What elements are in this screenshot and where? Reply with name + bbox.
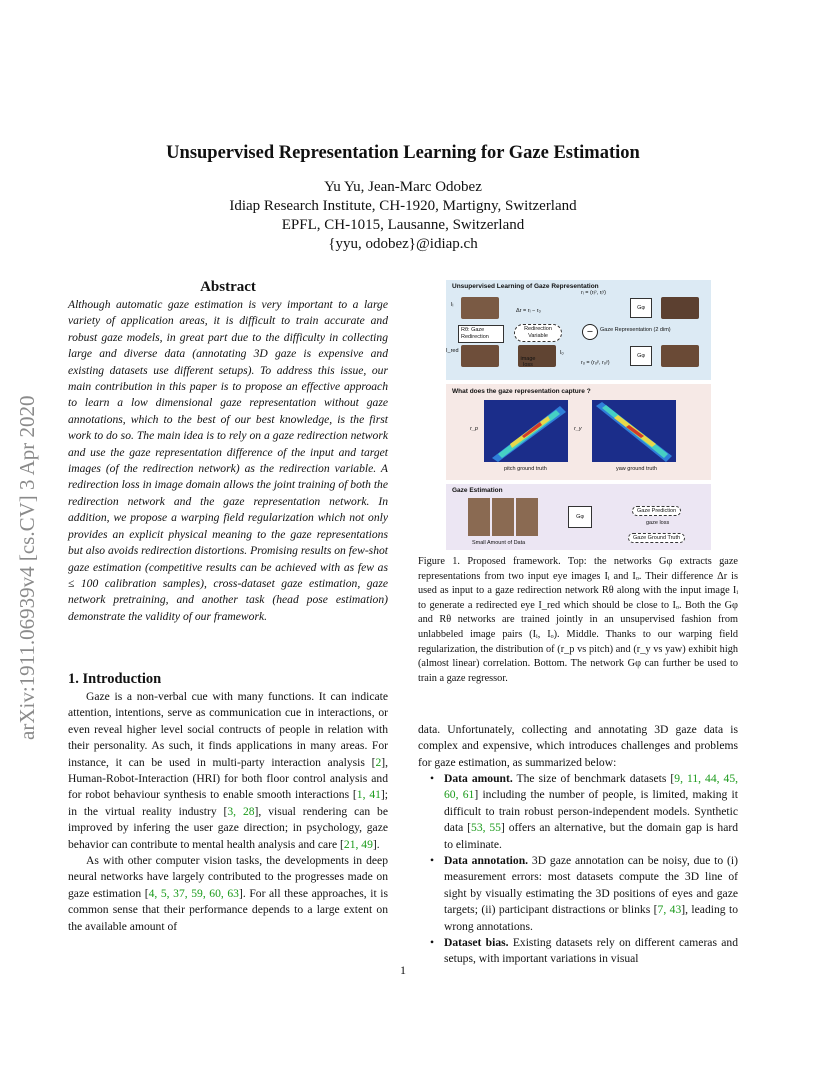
label-ro: rₒ = (rₒᵖ, rₒʸ) xyxy=(581,360,610,366)
list-item: • Data amount. The size of benchmark datasets [9, 11, 44, 45, 60, 61] including the number of people, is limited, making it difficult to train robust person-independent models. Synthetic data [53, 55] offers an alternative, but the domain gap is hard to eliminate. xyxy=(430,772,739,851)
page-number: 1 xyxy=(400,963,406,977)
figure-panel-bottom xyxy=(446,484,711,550)
figure-panel-middle xyxy=(446,384,711,480)
author-names: Yu Yu, Jean-Marc Odobez xyxy=(324,179,482,195)
list-item: • Data annotation. 3D gaze annotation can be noisy, due to (i) measurement errors: most datasets compute the 3D line of sight by visually estimating the 3D positions of eyes and gaze targets; (ii) participant distractions or blinks [7, 43], leading to wrong annotations. xyxy=(430,854,739,933)
label-ii: Iᵢ xyxy=(451,302,454,308)
redirection-variable: Redirection Variable xyxy=(514,324,562,342)
panel-bottom-title: Gaze Estimation xyxy=(452,487,503,494)
paper-title: Unsupervised Representation Learning for Gaze Estimation xyxy=(166,143,640,163)
abstract-heading: Abstract xyxy=(200,279,256,295)
abstract-text: Although automatic gaze estimation is very important to a large variety of application areas, it is difficult to train accurate and robust gaze models, in great part due to the difficulty in collecting large and diverse data (annotating 3D gaze is expensive and existing datasets use different setups). To address this issue, our main contribution in this paper is to propose an effective approach to learn a low dimensional gaze representation without gaze annotations, which to the best of our best knowledge, is the first work to do so. The main idea is to rely on a gaze redirection network and use the gaze representation difference of the input and target images (of the redirection network) as the redirection variable. A redirection loss in image domain allows the joint training of both the redirection network and the gaze representation network. In addition, we propose a warping field regularization which not only provides an explicit physical meaning to the gaze representations but also avoids redirection distortions. Promising results on few-shot gaze estimation (competitive results can be achieved with as few as ≤ 100 calibration samples), cross-dataset gaze estimation, gaze network pretraining, and another task (head pose estimation) demonstrate the validity of our framework. xyxy=(68,298,389,623)
intro-paragraph-2: As with other computer vision tasks, the developments in deep neural networks have largely contributed to the progresses made on gaze estimation [4, 5, 37, 59, 60, 63]. For all these approaches, it is common sense that their performance depends to a large extent on the available amount of xyxy=(68,854,388,933)
citation-link[interactable]: 3, 28 xyxy=(227,804,255,818)
redirection-network-box: Rθ: Gaze Redirection xyxy=(458,325,504,343)
label-image-loss: image loss xyxy=(520,356,536,368)
eye-image-input xyxy=(461,297,499,319)
xlabel-pitch: pitch ground truth xyxy=(504,466,547,472)
label-ri: rᵢ = (rᵢᵖ, rᵢʸ) xyxy=(581,290,606,296)
introduction-text xyxy=(68,689,388,935)
right-column-paragraph: data. Unfortunately, collecting and annotating 3D gaze data is complex and expensive, which introduces challenges and problems for gaze estimation, as summarized below: xyxy=(418,723,738,769)
citation-link[interactable]: 4, 5, 37, 59, 60, 63 xyxy=(148,886,239,900)
eye-image-input-right xyxy=(661,297,699,319)
list-item: • Dataset bias. Existing datasets rely on different cameras and setups, with important variations in visual xyxy=(430,936,739,966)
gaze-prediction-box: Gaze Prediction xyxy=(632,506,681,516)
arxiv-stamp xyxy=(4,295,40,745)
gaze-network-box-top: Gφ xyxy=(630,298,652,318)
eye-image-redirected xyxy=(461,345,499,367)
xlabel-yaw: yaw ground truth xyxy=(616,466,657,472)
minus-operator-icon: − xyxy=(582,324,598,340)
label-ry: r_y xyxy=(574,426,582,432)
panel-top-title: Unsupervised Learning of Gaze Representation xyxy=(452,283,599,290)
label-delta-r: Δr = rᵢ − rₒ xyxy=(516,308,541,314)
label-rp: r_p xyxy=(470,426,478,432)
section-heading-introduction: 1. Introduction xyxy=(68,671,162,687)
citation-link[interactable]: 2 xyxy=(375,755,382,769)
citation-link[interactable]: 9, 11, 44, 45, 60, 61 xyxy=(444,772,739,802)
affiliation-idiap: Idiap Research Institute, CH-1920, Martigny, Switzerland xyxy=(229,198,577,214)
challenges-list xyxy=(418,771,738,968)
scatter-pitch xyxy=(484,400,568,462)
bullet-icon: • xyxy=(430,936,435,950)
intro-paragraph-1: Gaze is a non-verbal cue with many functions. It can indicate attention, intentions, serve as communication cue in interactions, or even reveal higher level social contructs of people in relation with their personality. As such, it finds applications in many areas. For instance, it can be used in multi-party interaction analysis [2], Human-Robot-Interaction (HRI) for both floor control analysis and for robot behaviour synthesis to enable smooth interactions [1, 41]; in the virtual reality industry [3, 28], visual rendering can be improved by infering the user gaze direction; in psychology, gaze behavior can contribute to mental health analysis and care [21, 49]. xyxy=(68,690,389,851)
citation-link[interactable]: 53, 55 xyxy=(471,821,501,835)
figure-1 xyxy=(446,280,711,550)
figure-1-caption: Figure 1. Proposed framework. Top: the networks Gφ extracts gaze representations from two input eye images Iᵢ and Iₒ. Their difference Δr is used as input to a gaze redirection network Rθ along with the input image Iᵢ to generate a redirected eye I_red which should be close to Iₒ. Both the Gφ and Rθ networks are trained jointly in an unsupervised fashion from unlabbeled image pairs (Iᵢ, Iₒ). Middle. Thanks to our warping field regularization, the distribution of (r_p vs pitch) and (r_y vs yaw) exhibit high (almost linear) correlation. Bottom. The network Gφ can further be used to train a gaze regressor. xyxy=(418,556,738,684)
gaze-network-box-estimation: Gφ xyxy=(568,506,592,528)
citation-link[interactable]: 7, 43 xyxy=(657,903,682,917)
eye-image-target xyxy=(661,345,699,367)
author-block xyxy=(0,178,806,254)
label-small-data: Small Amount of Data xyxy=(472,540,526,546)
citation-link[interactable]: 21, 49 xyxy=(343,837,373,851)
label-ired: I_red xyxy=(446,348,459,354)
label-io: Iₒ xyxy=(560,350,564,356)
author-email: {yyu, odobez}@idiap.ch xyxy=(328,236,478,252)
eye-image-grid xyxy=(468,498,540,536)
scatter-yaw xyxy=(592,400,676,462)
bullet-icon: • xyxy=(430,854,435,868)
panel-middle-title: What does the gaze representation capture ? xyxy=(452,388,591,395)
affiliation-epfl: EPFL, CH-1015, Lausanne, Switzerland xyxy=(281,217,525,233)
arxiv-stamp-text: arXiv:1911.06939v4 [cs.CV] 3 Apr 2020 xyxy=(15,395,39,740)
label-gaze-loss: gaze loss xyxy=(646,520,670,526)
gaze-ground-truth-box: Gaze Ground Truth xyxy=(628,533,685,543)
gaze-network-box-bottom: Gφ xyxy=(630,346,652,366)
figure-panel-top xyxy=(446,280,711,380)
citation-link[interactable]: 1, 41 xyxy=(356,788,381,802)
label-gaze-rep: Gaze Representation (2 dim) xyxy=(600,327,671,333)
bullet-icon: • xyxy=(430,772,435,785)
